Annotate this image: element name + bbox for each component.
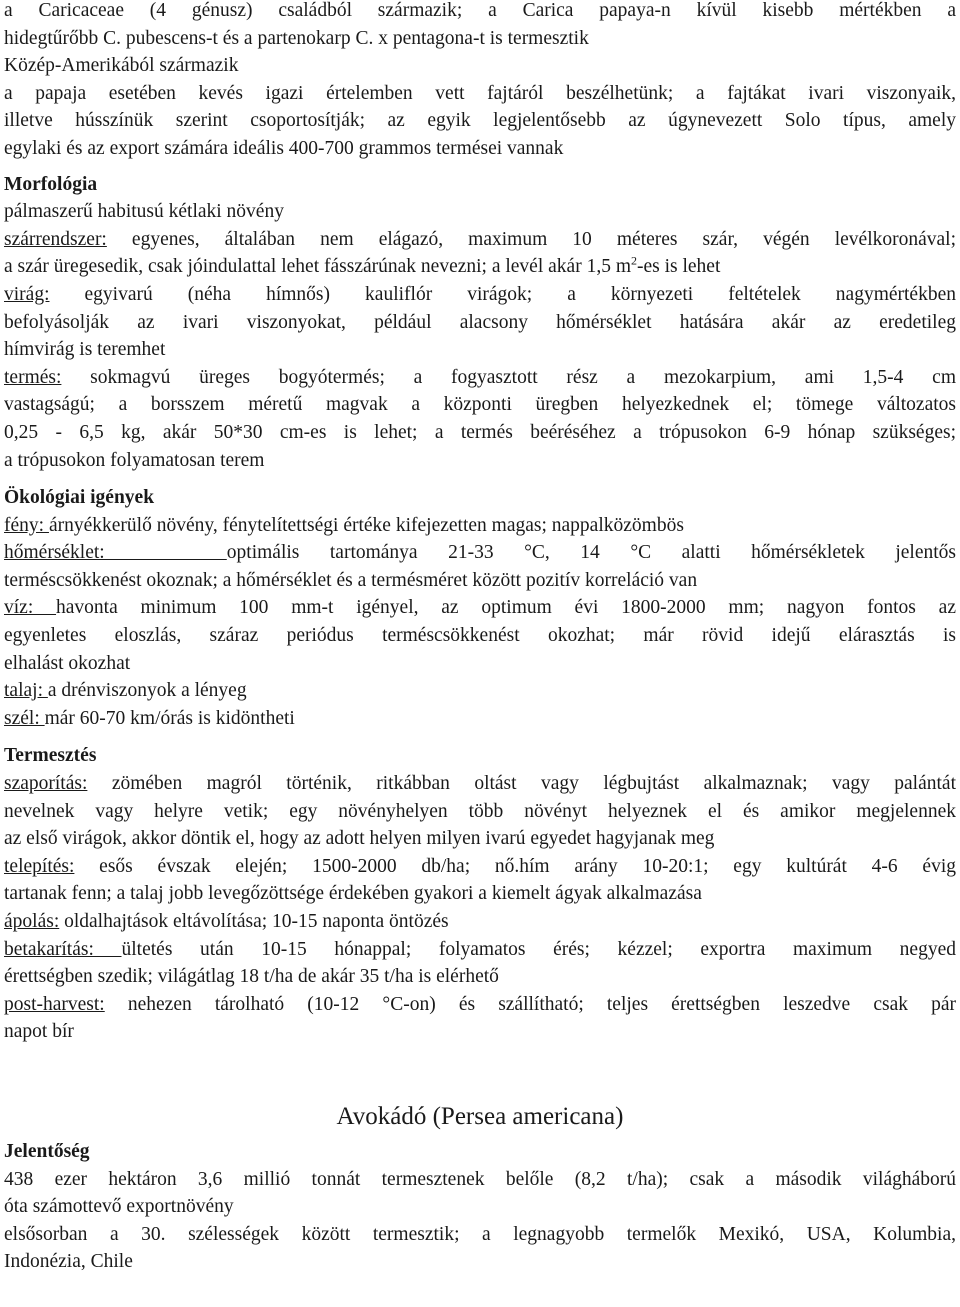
term-text: egyenes, általában nem elágazó, maximum 10 méteres szár, végén levélkoronával; [106,228,956,250]
text-line: nevelnek vagy helyre vetik; egy növényhelyen több növényt helyeznek el és amikor megjelennek [4,800,956,822]
term-text: havonta minimum 100 mm-t igényel, az optimum évi 1800-2000 mm; nagyon fontos az [56,597,956,619]
term-label: termés: [4,366,62,388]
term-label: ápolás: [4,911,60,932]
term-label: szél: [4,707,45,729]
term-label: telepítés: [4,855,75,877]
term-text: árnyékkerülő növény, fénytelítettségi értéke kifejezetten magas; nappalközömbös [48,514,684,536]
section-heading: Morfológia [4,173,98,195]
text-line [4,364,956,392]
text-line: az első virágok, akkor döntik el, hogy az adott helyen milyen ivarú egyedet hagyjanak meg [4,828,715,850]
term-text: oldalhajtások eltávolítása; 10-15 naponta öntözés [59,911,449,932]
text-line [4,908,956,936]
intro-section [4,0,956,163]
text-line [4,936,956,964]
text-line: vastagságú; a borsszem méretű magvak a központi üregben helyezkednek el; tömege változatos [4,394,956,416]
text-line: egyenletes eloszlás, száraz periódus terméscsökkenést okozhat; már rövid idejű elárasztás is [4,625,956,647]
avokado-section [4,1098,956,1276]
term-text: már 60-70 km/órás is kidöntheti [44,707,295,729]
text-line: 438 ezer hektáron 3,6 millió tonnát termesztenek belőle (8,2 t/ha); csak a második világháború [4,1168,956,1190]
term-text: nehezen tárolható (10-12 °C-on) és szállítható; teljes érettségben leszedve csak pár [104,993,956,1015]
term-text: esős évszak elején; 1500-2000 db/ha; nő.hím arány 10-20:1; egy kultúrát 4-6 évig [74,855,956,877]
section-heading: Jelentőség [4,1140,90,1162]
text-line: Közép-Amerikából származik [4,55,239,77]
text-line: elhalást okozhat [4,652,131,674]
text-line: egylaki és az export számára ideális 400-700 grammos termései vannak [4,137,564,159]
term-text: ültetés után 10-15 hónappal; folyamatos érés; kézzel; exportra maximum negyed [121,938,956,960]
text-line: pálmaszerű habitusú kétlaki növény [4,201,284,223]
term-label: talaj: [4,680,48,702]
section-heading: Termesztés [4,745,97,767]
text-line: napot bír [4,1021,74,1043]
text-line: terméscsökkenést okoznak; a hőmérséklet és a termésméret között pozitív korreláció van [4,569,698,591]
text-line [4,512,956,540]
term-label: betakarítás: [4,938,122,960]
text-line: illetve hússzínük szerint csoportosítják; az egyik legjelentősebb az úgynevezett Solo típus, amely [4,110,956,132]
text-line: Indonézia, Chile [4,1251,133,1273]
text-line: befolyásolják az ivari viszonyokat, például alacsony hőmérséklet hatására akár az eredetileg [4,311,956,333]
text-line: hímvirág is teremhet [4,339,166,361]
text-line [4,991,956,1019]
text-line: óta számottevő exportnövény [4,1196,234,1218]
text-line [4,705,956,733]
term-label: hőmérséklet: [4,542,227,564]
text-line: a trópusokon folyamatosan terem [4,449,265,471]
text-line: hidegtűrőbb C. pubescens-t és a partenokarp C. x pentagona-t is termesztik [4,27,589,49]
term-label: virág: [4,283,50,305]
term-text: a drénviszonyok a lényeg [47,680,247,702]
text-line: érettségben szedik; világátlag 18 t/ha de akár 35 t/ha is elérhető [4,966,499,988]
term-label: szárrendszer: [4,228,107,250]
term-label: víz: [4,597,57,619]
text-line: a Caricaceae (4 génusz) családból származik; a Carica papaya-n kívül kisebb mértékben a [4,0,956,21]
term-text: -es is lehet [636,256,721,278]
text-line: elsősorban a 30. szélességek között termesztik; a legnagyobb termelők Mexikó, USA, Kolumbia, [4,1223,956,1245]
text-line [4,594,956,622]
term-label: szaporítás: [4,773,88,795]
morfologia-section [4,171,956,475]
term-label: fény: [4,514,49,536]
superscript: 2 [630,253,637,268]
term-text: egyivarú (néha hímnős) kauliflór virágok; a környezeti feltételek nagymértékben [49,283,956,305]
text-line: a papaja esetében kevés igazi értelemben vett fajtáról beszélhetünk; a fajtákat ivari viszonyaik, [4,82,956,104]
text-line [4,677,956,705]
term-text: zömében magról történik, ritkábban oltást vagy légbujtást alkalmaznak; vagy palántát [87,773,956,795]
chapter-title: Avokádó (Persea americana) [336,1102,624,1130]
term-text: a szár üregesedik, csak jóindulattal lehet fásszárúnak nevezni; a levél akár 1,5 m [4,256,631,278]
term-label: post-harvest: [4,993,105,1015]
text-line [4,853,956,881]
term-text: optimális tartománya 21-33 °C, 14 °C alatti hőmérsékletek jelentős [226,542,956,564]
okologia-section [4,484,956,732]
section-heading: Ökológiai igények [4,487,155,509]
text-line: tartanak fenn; a talaj jobb levegőzöttsége érdekében gyakori a kiemelt ágyak alkalmazása [4,883,702,905]
text-line [4,770,956,798]
term-text: sokmagvú üreges bogyótermés; a fogyasztott rész a mezokarpium, ami 1,5-4 cm [61,366,956,388]
termesztes-section [4,742,956,1046]
text-line [4,253,956,281]
text-line [4,539,956,567]
text-line [4,226,956,254]
text-line [4,281,956,309]
text-line: 0,25 - 6,5 kg, akár 50*30 cm-es is lehet; a termés beéréséhez a trópusokon 6-9 hónap szükséges; [4,421,956,443]
